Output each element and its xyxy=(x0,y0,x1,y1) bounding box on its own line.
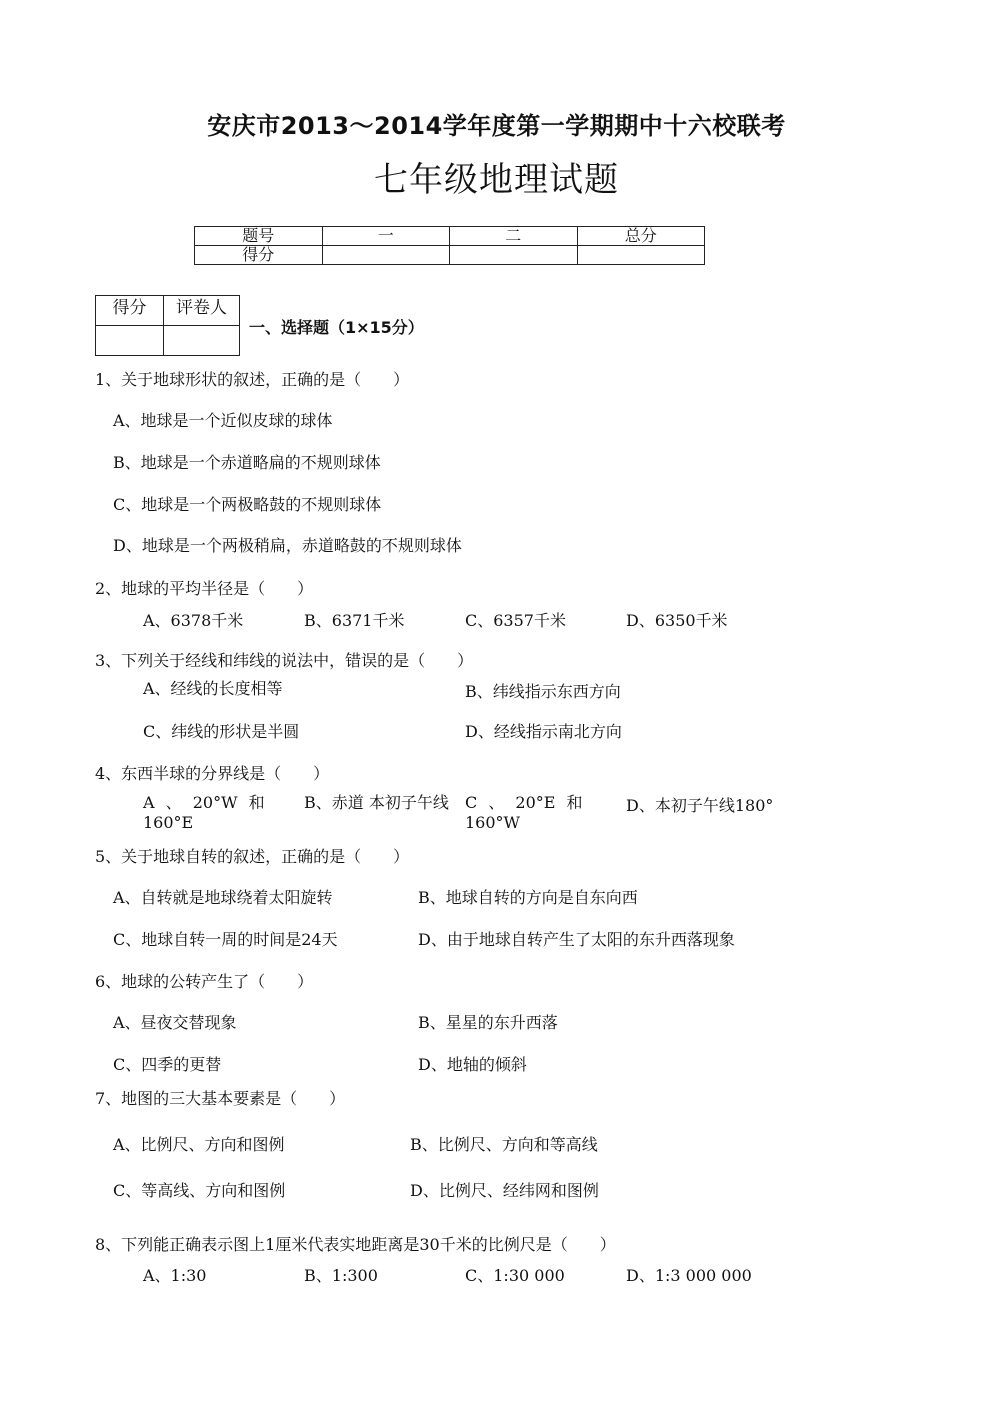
option: A 、 20°W 和 160°E xyxy=(143,793,265,832)
grader-score-label: 得分 xyxy=(96,296,164,326)
question-stem: 6、地球的公转产生了（ ） xyxy=(95,972,314,991)
question-stem: 4、东西半球的分界线是（ ） xyxy=(95,764,330,783)
score-table xyxy=(194,226,705,265)
grader-box xyxy=(95,295,240,356)
option: C、等高线、方向和图例 xyxy=(113,1181,286,1200)
option: C、1:30 000 xyxy=(465,1266,565,1285)
option: D、地轴的倾斜 xyxy=(418,1055,527,1074)
option: A、比例尺、方向和图例 xyxy=(113,1135,285,1154)
option: C、地球自转一周的时间是24天 xyxy=(113,930,338,949)
option: A、地球是一个近似皮球的球体 xyxy=(113,411,333,430)
score-table-header-row xyxy=(195,227,705,246)
grader-reviewer-cell xyxy=(164,326,240,356)
option: A、自转就是地球绕着太阳旋转 xyxy=(113,888,333,907)
score-cell-total: 总分 xyxy=(577,227,705,246)
option: D、6350千米 xyxy=(626,611,728,630)
question-stem: 5、关于地球自转的叙述，正确的是（ ） xyxy=(95,847,410,866)
option: A、昼夜交替现象 xyxy=(113,1013,237,1032)
option: C、纬线的形状是半圆 xyxy=(143,722,300,741)
option: A、经线的长度相等 xyxy=(143,679,283,698)
score-cell-empty xyxy=(577,246,705,265)
question-stem: 2、地球的平均半径是（ ） xyxy=(95,579,314,598)
question-stem: 8、下列能正确表示图上1厘米代表实地距离是30千米的比例尺是（ ） xyxy=(95,1235,616,1254)
option: B、纬线指示东西方向 xyxy=(465,682,621,701)
option: B、赤道 本初子午线 xyxy=(304,793,449,812)
question-stem: 7、地图的三大基本要素是（ ） xyxy=(95,1089,346,1108)
option: D、本初子午线180° xyxy=(626,796,774,815)
option: D、比例尺、经纬网和图例 xyxy=(410,1181,599,1200)
option: B、地球自转的方向是自东向西 xyxy=(418,888,638,907)
section-title: 一、选择题（1×15分） xyxy=(249,318,424,337)
grader-reviewer-label: 评卷人 xyxy=(164,296,240,326)
grader-score-cell xyxy=(96,326,164,356)
option: A、6378千米 xyxy=(143,611,244,630)
option: A、1:30 xyxy=(143,1266,207,1285)
option: C、四季的更替 xyxy=(113,1055,222,1074)
option: D、由于地球自转产生了太阳的东升西落现象 xyxy=(418,930,735,949)
question-stem: 3、下列关于经线和纬线的说法中，错误的是（ ） xyxy=(95,651,474,670)
option: D、1:3 000 000 xyxy=(626,1266,752,1285)
option: D、地球是一个两极稍扁，赤道略鼓的不规则球体 xyxy=(113,536,462,555)
score-cell-question-no: 题号 xyxy=(195,227,323,246)
option: B、1:300 xyxy=(304,1266,378,1285)
option: C 、 20°E 和 160°W xyxy=(465,793,583,832)
score-cell-empty xyxy=(322,246,450,265)
score-cell-part-2: 二 xyxy=(450,227,578,246)
option: B、地球是一个赤道略扁的不规则球体 xyxy=(113,453,381,472)
option: C、6357千米 xyxy=(465,611,566,630)
score-cell-part-1: 一 xyxy=(322,227,450,246)
exam-subtitle: 七年级地理试题 xyxy=(374,160,619,200)
score-cell-empty xyxy=(450,246,578,265)
score-table-score-row xyxy=(195,246,705,265)
option: B、星星的东升西落 xyxy=(418,1013,558,1032)
exam-title: 安庆市2013～2014学年度第一学期期中十六校联考 xyxy=(207,112,786,140)
question-stem: 1、关于地球形状的叙述，正确的是（ ） xyxy=(95,370,410,389)
option: C、地球是一个两极略鼓的不规则球体 xyxy=(113,495,382,514)
option: B、比例尺、方向和等高线 xyxy=(410,1135,598,1154)
option: B、6371千米 xyxy=(304,611,405,630)
option: D、经线指示南北方向 xyxy=(465,722,622,741)
score-cell-label: 得分 xyxy=(195,246,323,265)
